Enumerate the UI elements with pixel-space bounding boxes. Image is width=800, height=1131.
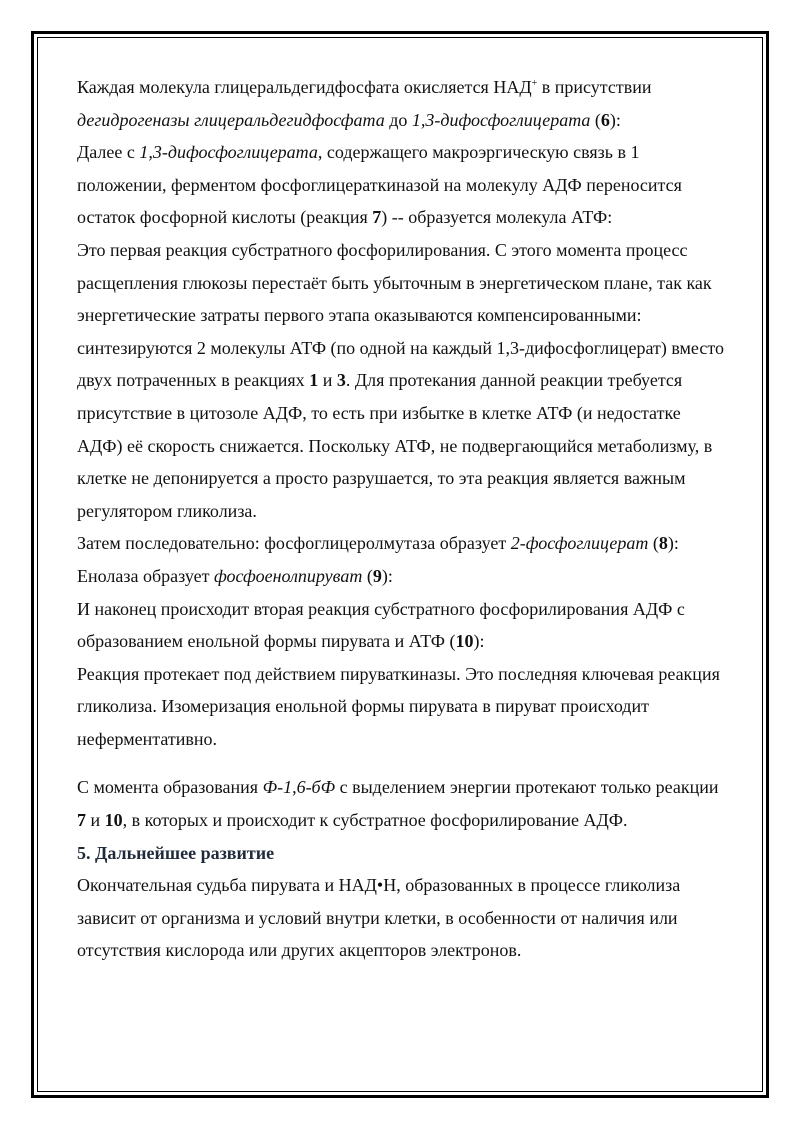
paragraph-reaction-10: И наконец происходит вторая реакция субстратного фосфорилирования АДФ с образованием енольной формы пирувата и АТФ (10): [77,598,685,652]
paragraph-nad-oxidation: Каждая молекула глицеральдегидфосфата окисляется НАД+ в присутствии дегидрогеназы глицеральдегидфосфата до 1,3-дифосфоглицерата (6): [77,77,652,130]
paragraph-pyruvate-fate: Окончательная судьба пирувата и НАД•Н, образованных в процессе гликолиза зависит от организма и условий внутри клетки, в особенности от наличия или отсутствия кислорода или других акцепторов электронов. [77,875,681,961]
paragraph-reaction-9: Енолаза образует фосфоенолпируват (9): [77,565,393,586]
document-body [77,71,729,967]
paragraph-energy-summary: С момента образования Ф-1,6-бФ с выделением энергии протекают только реакции 7 и 10, в которых и происходит к субстратное фосфорилирование АДФ. [77,777,719,831]
paragraph-reaction-8: Затем последовательно: фосфоглицеролмутаза образует 2-фосфоглицерат (8): [77,533,679,554]
paragraph-pyruvate-kinase: Реакция протекает под действием пируваткиназы. Это последняя ключевая реакция гликолиза. Изомеризация енольной формы пирувата в пируват происходит неферментативно. [77,663,720,749]
section-heading: 5. Дальнейшее развитие [77,842,275,863]
paragraph-reaction-7: Далее с 1,3-дифосфоглицерата, содержащего макроэргическую связь в 1 положении, ферментом фосфоглицераткиназой на молекулу АДФ переносится остаток фосфорной кислоты (реакция 7) -- образуется молекула АТФ: [77,142,682,228]
paragraph-substrate-phosphorylation: Это первая реакция субстратного фосфорилирования. С этого момента процесс расщепления глюкозы перестаёт быть убыточным в энергетическом плане, так как энергетические затраты первого этапа оказываются компенсированными: синтезируются 2 молекулы АТФ (по одной на каждый 1,3-дифосфоглицерат) вместо двух потраченных в реакциях 1 и 3. Для протекания данной реакции требуется присутствие в цитозоле АДФ, то есть при избытке в клетке АТФ (и недостатке АДФ) её скорость снижается. Поскольку АТФ, не подвергающийся метаболизму, в клетке не депонируется а просто разрушается, то эта реакция является важным регулятором гликолиза. [77,239,724,521]
